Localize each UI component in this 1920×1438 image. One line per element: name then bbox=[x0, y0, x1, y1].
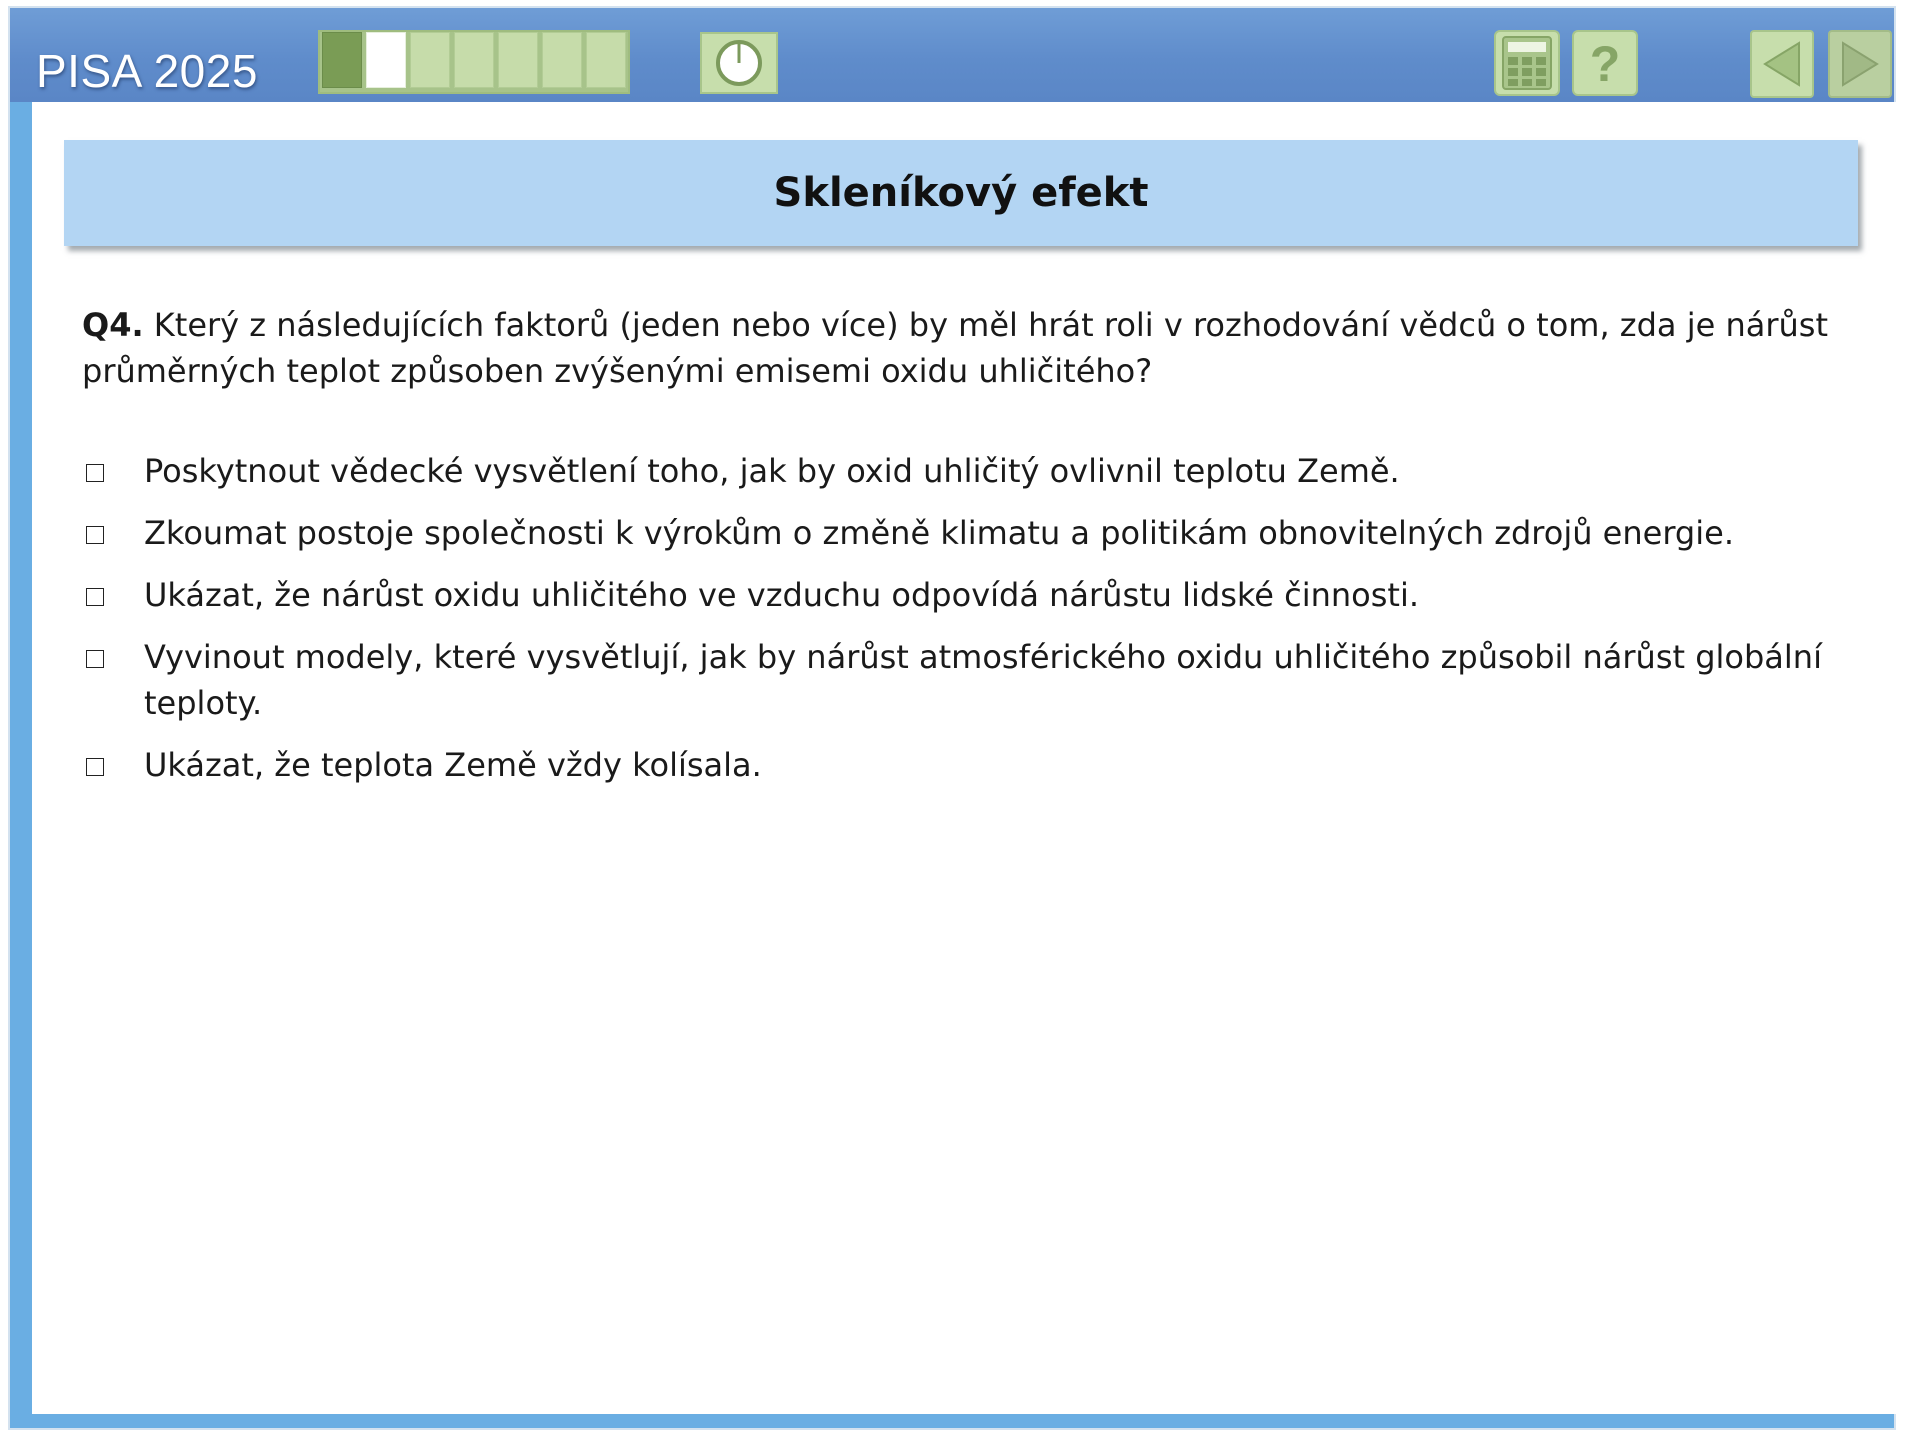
unit-title-banner bbox=[64, 140, 1858, 246]
option-checkbox[interactable] bbox=[86, 758, 104, 776]
arrow-left-icon bbox=[1759, 39, 1805, 89]
question-number: Q4. bbox=[82, 306, 144, 344]
progress-segment-current bbox=[366, 32, 406, 88]
question-text bbox=[82, 302, 1842, 394]
progress-segment bbox=[542, 32, 582, 88]
help-icon bbox=[1583, 37, 1627, 89]
help-button[interactable] bbox=[1572, 30, 1638, 96]
progress-segment bbox=[586, 32, 626, 88]
progress-segment bbox=[454, 32, 494, 88]
answer-options bbox=[82, 448, 1842, 804]
progress-segment bbox=[498, 32, 538, 88]
svg-text:?: ? bbox=[1589, 37, 1621, 89]
calculator-button[interactable] bbox=[1494, 30, 1560, 96]
next-button[interactable] bbox=[1828, 30, 1892, 98]
app-frame bbox=[8, 6, 1896, 1430]
option-label: Ukázat, že nárůst oxidu uhličitého ve vzduchu odpovídá nárůstu lidské činnosti. bbox=[144, 576, 1420, 614]
option-label: Poskytnout vědecké vysvětlení toho, jak by oxid uhličitý ovlivnil teplotu Země. bbox=[144, 452, 1400, 490]
option-checkbox[interactable] bbox=[86, 650, 104, 668]
content-area bbox=[32, 102, 1906, 1414]
timer-button[interactable] bbox=[700, 32, 778, 94]
answer-option[interactable] bbox=[82, 634, 1842, 726]
progress-segment bbox=[410, 32, 450, 88]
option-checkbox[interactable] bbox=[86, 588, 104, 606]
top-toolbar bbox=[10, 8, 1894, 102]
progress-segment bbox=[322, 32, 362, 88]
option-checkbox[interactable] bbox=[86, 464, 104, 482]
option-checkbox[interactable] bbox=[86, 526, 104, 544]
option-label: Zkoumat postoje společnosti k výrokům o změně klimatu a politikám obnovitelných zdrojů energie. bbox=[144, 514, 1734, 552]
progress-indicator bbox=[318, 30, 630, 94]
page-title: Skleníkový efekt bbox=[773, 170, 1149, 216]
brand-logo: PISA 2025 bbox=[36, 45, 258, 97]
timer-icon bbox=[714, 38, 764, 88]
calculator-icon bbox=[1501, 35, 1553, 91]
option-label: Vyvinout modely, které vysvětlují, jak by nárůst atmosférického oxidu uhličitého způsobil nárůst globální teploty. bbox=[144, 638, 1822, 722]
answer-option[interactable] bbox=[82, 448, 1842, 494]
answer-option[interactable] bbox=[82, 510, 1842, 556]
previous-button[interactable] bbox=[1750, 30, 1814, 98]
option-label: Ukázat, že teplota Země vždy kolísala. bbox=[144, 746, 762, 784]
answer-option[interactable] bbox=[82, 742, 1842, 788]
question-prompt: Který z následujících faktorů (jeden nebo více) by měl hrát roli v rozhodování vědců o tom, zda je nárůst průměrných teplot způsoben zvýšenými emisemi oxidu uhličitého? bbox=[82, 306, 1828, 390]
answer-option[interactable] bbox=[82, 572, 1842, 618]
arrow-right-icon bbox=[1837, 39, 1883, 89]
